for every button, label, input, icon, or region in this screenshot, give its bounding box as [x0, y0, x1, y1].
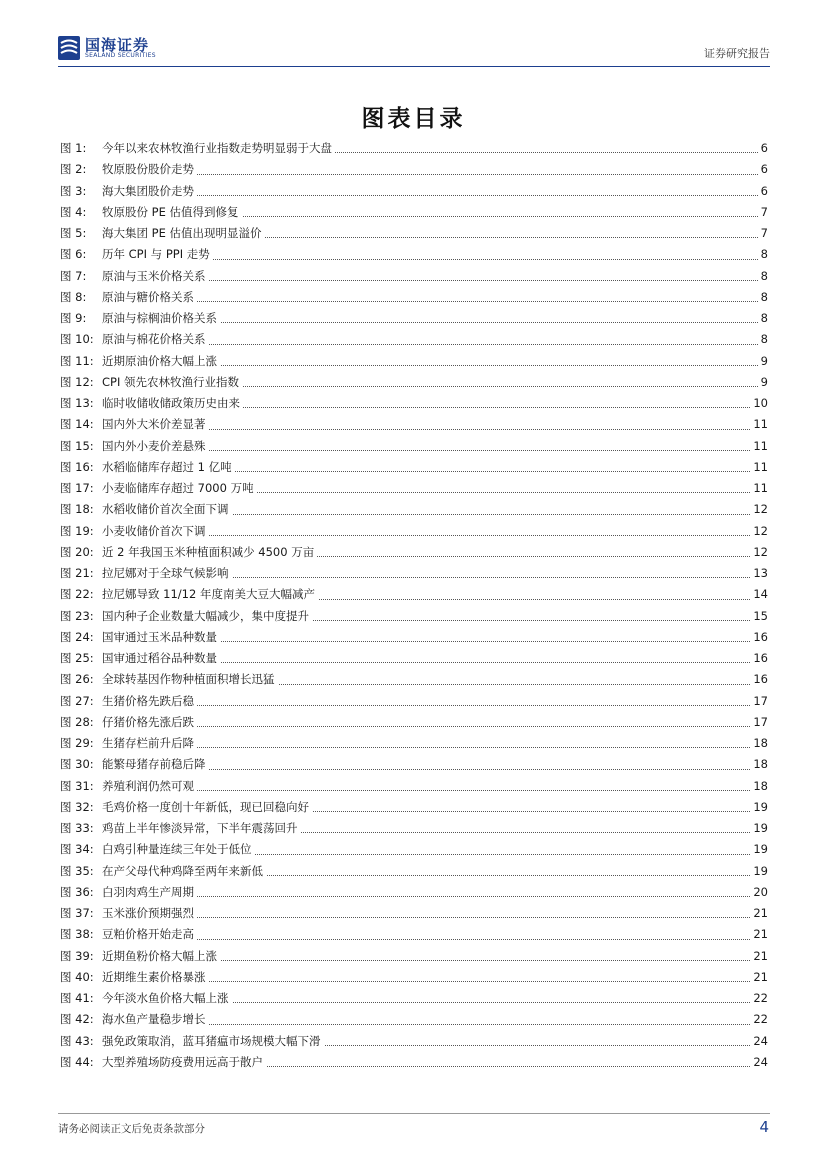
toc-figure-label: 图 32: — [60, 799, 94, 814]
toc-entry[interactable] — [60, 287, 768, 308]
toc-figure-label: 图 5: — [60, 226, 87, 240]
toc-page-number: 9 — [758, 351, 768, 372]
toc-figure-caption: 小麦收储价首次下调 — [102, 523, 206, 538]
toc-page-number: 7 — [758, 223, 768, 244]
toc-entry-title — [60, 138, 335, 159]
toc-entry-title — [60, 988, 232, 1009]
toc-entry-title — [60, 244, 213, 265]
toc-figure-label: 图 11: — [60, 353, 94, 368]
toc-page-number: 16 — [750, 669, 768, 690]
toc-entry[interactable] — [60, 563, 768, 584]
toc-entry-title — [60, 287, 197, 308]
toc-figure-caption: 近 2 年我国玉米种植面积减少 4500 万亩 — [102, 544, 315, 559]
toc-page-number: 20 — [750, 882, 768, 903]
toc-entry[interactable] — [60, 499, 768, 520]
toc-figure-label: 图 35: — [60, 863, 94, 878]
toc-figure-caption: 近期鱼粉价格大幅上涨 — [102, 948, 217, 963]
toc-figure-label: 图 23: — [60, 608, 94, 623]
toc-entry-title — [60, 266, 209, 287]
toc-figure-label: 图 36: — [60, 884, 94, 899]
toc-page-number: 13 — [750, 563, 768, 584]
toc-page-number: 6 — [758, 181, 768, 202]
toc-figure-caption: 白鸡引种量连续三年处于低位 — [102, 842, 252, 857]
toc-entry[interactable] — [60, 754, 768, 775]
toc-entry[interactable] — [60, 478, 768, 499]
toc-entry-title — [60, 478, 257, 499]
toc-figure-caption: 在产父母代种鸡降至两年来新低 — [102, 863, 263, 878]
toc-entry-title — [60, 542, 317, 563]
toc-entry[interactable] — [60, 797, 768, 818]
toc-entry-title — [60, 414, 209, 435]
toc-figure-caption: 国审通过稻谷品种数量 — [102, 651, 217, 665]
toc-page-number: 21 — [750, 903, 768, 924]
toc-page-number: 11 — [750, 478, 768, 499]
toc-entry-title — [60, 882, 197, 903]
toc-entry[interactable] — [60, 924, 768, 945]
toc-figure-label: 图 26: — [60, 672, 94, 687]
toc-entry-title — [60, 1052, 266, 1073]
toc-entry[interactable] — [60, 669, 768, 690]
toc-page-number: 11 — [750, 414, 768, 435]
toc-figure-label: 图 17: — [60, 481, 94, 495]
toc-page-number: 21 — [750, 946, 768, 967]
toc-figure-label: 图 18: — [60, 502, 94, 517]
toc-entry-title — [60, 754, 209, 775]
toc-figure-caption: 国内外大米价差显著 — [102, 417, 206, 432]
toc-entry-title — [60, 436, 209, 457]
toc-entry-title — [60, 223, 265, 244]
toc-entry-title — [60, 797, 312, 818]
toc-entry-title — [60, 584, 318, 605]
toc-entry-title — [60, 946, 220, 967]
toc-figure-caption: 国内外小麦价差悬殊 — [102, 438, 206, 453]
toc-entry-title — [60, 839, 255, 860]
toc-figure-caption: 能繁母猪存前稳后降 — [102, 757, 206, 772]
logo-chinese-name: 国海证券 — [85, 36, 150, 54]
toc-page-number: 8 — [758, 308, 768, 329]
toc-figure-label: 图 38: — [60, 927, 94, 942]
toc-entry[interactable] — [60, 861, 768, 882]
toc-figure-caption: 近期维生素价格暴涨 — [102, 969, 206, 984]
toc-page-number: 8 — [758, 329, 768, 350]
toc-figure-caption: 养殖利润仍然可观 — [102, 778, 194, 793]
toc-figure-caption: 强免政策取消，蓝耳猪瘟市场规模大幅下滑 — [102, 1033, 321, 1048]
toc-figure-caption: 牧原股份股价走势 — [102, 162, 194, 177]
toc-figure-label: 图 43: — [60, 1033, 94, 1048]
toc-entry[interactable] — [60, 457, 768, 478]
toc-figure-caption: 海大集团股价走势 — [102, 183, 194, 198]
footer-divider — [58, 1113, 770, 1114]
toc-entry-title — [60, 691, 197, 712]
toc-figure-caption: 临时收储收储政策历史由来 — [102, 396, 240, 410]
toc-figure-caption: 小麦临储库存超过 7000 万吨 — [102, 481, 254, 495]
header-divider — [58, 66, 770, 67]
toc-page-number: 8 — [758, 287, 768, 308]
toc-figure-caption: 全球转基因作物种植面积增长迅猛 — [102, 672, 275, 687]
toc-entry-title — [60, 776, 197, 797]
toc-page-number: 17 — [750, 712, 768, 733]
toc-page-number: 22 — [750, 988, 768, 1009]
toc-figure-label: 图 28: — [60, 714, 94, 729]
toc-figure-caption: 原油与棉花价格关系 — [102, 332, 206, 347]
toc-figure-label: 图 20: — [60, 544, 94, 559]
toc-entry-title — [60, 351, 220, 372]
toc-figure-caption: 今年淡水鱼价格大幅上涨 — [102, 991, 229, 1005]
toc-figure-label: 图 3: — [60, 183, 87, 198]
toc-page-number: 21 — [750, 967, 768, 988]
footer-disclaimer: 请务必阅读正文后免责条款部分 — [58, 1123, 205, 1135]
toc-entry[interactable] — [60, 414, 768, 435]
toc-entry-title — [60, 1009, 209, 1030]
toc-entry[interactable] — [60, 627, 768, 648]
toc-page-number: 24 — [750, 1052, 768, 1073]
toc-page-number: 6 — [758, 138, 768, 159]
toc-page-number: 17 — [750, 691, 768, 712]
toc-page-number: 12 — [750, 521, 768, 542]
toc-figure-caption: 拉尼娜导致 11/12 年度南美大豆大幅减产 — [102, 587, 315, 602]
toc-entry[interactable] — [60, 648, 768, 669]
toc-entry[interactable] — [60, 351, 768, 372]
toc-figure-caption: 原油与棕榈油价格关系 — [102, 311, 217, 325]
page-header — [58, 34, 770, 64]
toc-entry[interactable] — [60, 372, 768, 393]
toc-page-number: 18 — [750, 776, 768, 797]
toc-figure-caption: 原油与糖价格关系 — [102, 289, 194, 304]
figure-table-of-contents — [60, 138, 768, 1073]
toc-entry[interactable] — [60, 967, 768, 988]
toc-entry[interactable] — [60, 733, 768, 754]
toc-figure-caption: 白羽肉鸡生产周期 — [102, 884, 194, 899]
toc-figure-label: 图 21: — [60, 566, 94, 580]
toc-entry-title — [60, 393, 243, 414]
toc-page-number: 12 — [750, 499, 768, 520]
toc-entry-title — [60, 499, 232, 520]
toc-figure-label: 图 33: — [60, 821, 94, 835]
toc-figure-caption: 毛鸡价格一度创十年新低，现已回稳向好 — [102, 799, 309, 814]
toc-entry-title — [60, 924, 197, 945]
toc-figure-caption: 水稻收储价首次全面下调 — [102, 502, 229, 517]
toc-entry[interactable] — [60, 818, 768, 839]
toc-entry-title — [60, 648, 220, 669]
toc-entry-title — [60, 457, 235, 478]
toc-entry-title — [60, 372, 242, 393]
toc-entry[interactable] — [60, 1031, 768, 1052]
toc-page-number: 19 — [750, 861, 768, 882]
toc-figure-caption: 牧原股份 PE 估值得到修复 — [102, 204, 239, 219]
toc-figure-caption: 生猪存栏前升后降 — [102, 736, 194, 750]
toc-entry-title — [60, 329, 209, 350]
toc-entry-title — [60, 967, 209, 988]
toc-entry-title — [60, 669, 278, 690]
sealand-logo-icon — [58, 36, 80, 60]
toc-figure-label: 图 4: — [60, 204, 87, 219]
toc-page-number: 19 — [750, 818, 768, 839]
toc-figure-label: 图 10: — [60, 332, 94, 347]
toc-figure-label: 图 24: — [60, 629, 94, 644]
toc-entry[interactable] — [60, 839, 768, 860]
toc-figure-caption: 历年 CPI 与 PPI 走势 — [102, 247, 210, 262]
toc-figure-caption: 近期原油价格大幅上涨 — [102, 353, 217, 368]
toc-figure-label: 图 2: — [60, 162, 87, 177]
toc-entry-title — [60, 733, 197, 754]
toc-figure-caption: 拉尼娜对于全球气候影响 — [102, 566, 229, 580]
toc-figure-caption: 玉米涨价预期强烈 — [102, 906, 194, 920]
toc-entry[interactable] — [60, 159, 768, 180]
toc-figure-label: 图 40: — [60, 969, 94, 984]
toc-entry[interactable] — [60, 776, 768, 797]
toc-page-number: 8 — [758, 244, 768, 265]
toc-page-number: 22 — [750, 1009, 768, 1030]
toc-entry[interactable] — [60, 308, 768, 329]
toc-page-number: 14 — [750, 584, 768, 605]
toc-entry[interactable] — [60, 946, 768, 967]
toc-entry-title — [60, 159, 197, 180]
toc-page-number: 19 — [750, 839, 768, 860]
toc-entry-title — [60, 521, 209, 542]
toc-entry[interactable] — [60, 329, 768, 350]
toc-entry[interactable] — [60, 1009, 768, 1030]
toc-figure-label: 图 44: — [60, 1054, 94, 1069]
toc-figure-caption: 大型养殖场防疫费用远高于散户 — [102, 1054, 263, 1069]
toc-figure-label: 图 22: — [60, 587, 94, 602]
toc-figure-label: 图 16: — [60, 459, 94, 474]
toc-figure-caption: CPI 领先农林牧渔行业指数 — [102, 374, 240, 389]
toc-page-number: 12 — [750, 542, 768, 563]
toc-entry-title — [60, 563, 232, 584]
toc-page-number: 18 — [750, 733, 768, 754]
toc-entry[interactable] — [60, 244, 768, 265]
toc-figure-label: 图 25: — [60, 651, 94, 665]
toc-entry[interactable] — [60, 1052, 768, 1073]
toc-figure-caption: 原油与玉米价格关系 — [102, 268, 206, 283]
toc-figure-label: 图 7: — [60, 268, 87, 283]
toc-figure-caption: 国内种子企业数量大幅减少，集中度提升 — [102, 608, 309, 623]
toc-entry[interactable] — [60, 138, 768, 159]
toc-figure-label: 图 12: — [60, 374, 94, 389]
toc-page-number: 16 — [750, 648, 768, 669]
toc-figure-label: 图 37: — [60, 906, 94, 920]
toc-entry[interactable] — [60, 521, 768, 542]
toc-figure-caption: 豆粕价格开始走高 — [102, 927, 194, 942]
toc-figure-caption: 国审通过玉米品种数量 — [102, 629, 217, 644]
toc-figure-caption: 鸡苗上半年惨淡异常，下半年震荡回升 — [102, 821, 298, 835]
toc-entry[interactable] — [60, 393, 768, 414]
logo-english-name: SEALAND SECURITIES — [85, 52, 156, 59]
toc-figure-label: 图 31: — [60, 778, 94, 793]
toc-page-number: 18 — [750, 754, 768, 775]
toc-figure-label: 图 41: — [60, 991, 94, 1005]
toc-entry[interactable] — [60, 584, 768, 605]
toc-entry[interactable] — [60, 882, 768, 903]
toc-page-number: 6 — [758, 159, 768, 180]
toc-figure-label: 图 8: — [60, 289, 87, 304]
toc-figure-caption: 生猪价格先跌后稳 — [102, 693, 194, 708]
toc-figure-label: 图 27: — [60, 693, 94, 708]
toc-figure-label: 图 29: — [60, 736, 94, 750]
toc-entry-title — [60, 818, 301, 839]
toc-figure-caption: 海大集团 PE 估值出现明显溢价 — [102, 226, 262, 240]
toc-entry-title — [60, 606, 312, 627]
toc-figure-label: 图 42: — [60, 1012, 94, 1027]
toc-entry[interactable] — [60, 181, 768, 202]
toc-entry[interactable] — [60, 436, 768, 457]
toc-page-number: 11 — [750, 457, 768, 478]
toc-entry[interactable] — [60, 202, 768, 223]
toc-page-number: 19 — [750, 797, 768, 818]
toc-figure-caption: 今年以来农林牧渔行业指数走势明显弱于大盘 — [102, 141, 332, 155]
toc-figure-label: 图 1: — [60, 141, 87, 155]
toc-page-number: 21 — [750, 924, 768, 945]
toc-page-number: 7 — [758, 202, 768, 223]
toc-entry-title — [60, 202, 242, 223]
toc-page-number: 8 — [758, 266, 768, 287]
toc-entry-title — [60, 627, 220, 648]
page-title: 图表目录 — [361, 106, 466, 132]
toc-entry-title — [60, 181, 197, 202]
toc-figure-label: 图 9: — [60, 311, 87, 325]
toc-figure-label: 图 6: — [60, 247, 87, 262]
toc-entry[interactable] — [60, 712, 768, 733]
toc-figure-caption: 水稻临储库存超过 1 亿吨 — [102, 459, 232, 474]
toc-entry-title — [60, 712, 197, 733]
toc-figure-label: 图 30: — [60, 757, 94, 772]
toc-page-number: 16 — [750, 627, 768, 648]
toc-entry[interactable] — [60, 988, 768, 1009]
toc-figure-label: 图 13: — [60, 396, 94, 410]
toc-entry[interactable] — [60, 223, 768, 244]
toc-figure-label: 图 15: — [60, 438, 94, 453]
toc-page-number: 9 — [758, 372, 768, 393]
toc-entry-title — [60, 1031, 324, 1052]
toc-figure-label: 图 14: — [60, 417, 94, 432]
toc-entry[interactable] — [60, 542, 768, 563]
toc-entry[interactable] — [60, 691, 768, 712]
toc-page-number: 11 — [750, 436, 768, 457]
toc-entry[interactable] — [60, 606, 768, 627]
toc-entry-title — [60, 903, 197, 924]
toc-entry[interactable] — [60, 266, 768, 287]
toc-figure-caption: 仔猪价格先涨后跌 — [102, 714, 194, 729]
toc-entry[interactable] — [60, 903, 768, 924]
toc-page-number: 24 — [750, 1031, 768, 1052]
toc-entry-title — [60, 861, 266, 882]
toc-figure-label: 图 39: — [60, 948, 94, 963]
toc-entry-title — [60, 308, 220, 329]
toc-figure-label: 图 34: — [60, 842, 94, 857]
toc-page-number: 15 — [750, 606, 768, 627]
page-number: 4 — [759, 1118, 769, 1136]
toc-figure-label: 图 19: — [60, 523, 94, 538]
report-type-label: 证券研究报告 — [704, 47, 770, 60]
toc-figure-caption: 海水鱼产量稳步增长 — [102, 1012, 206, 1027]
toc-page-number: 10 — [750, 393, 768, 414]
